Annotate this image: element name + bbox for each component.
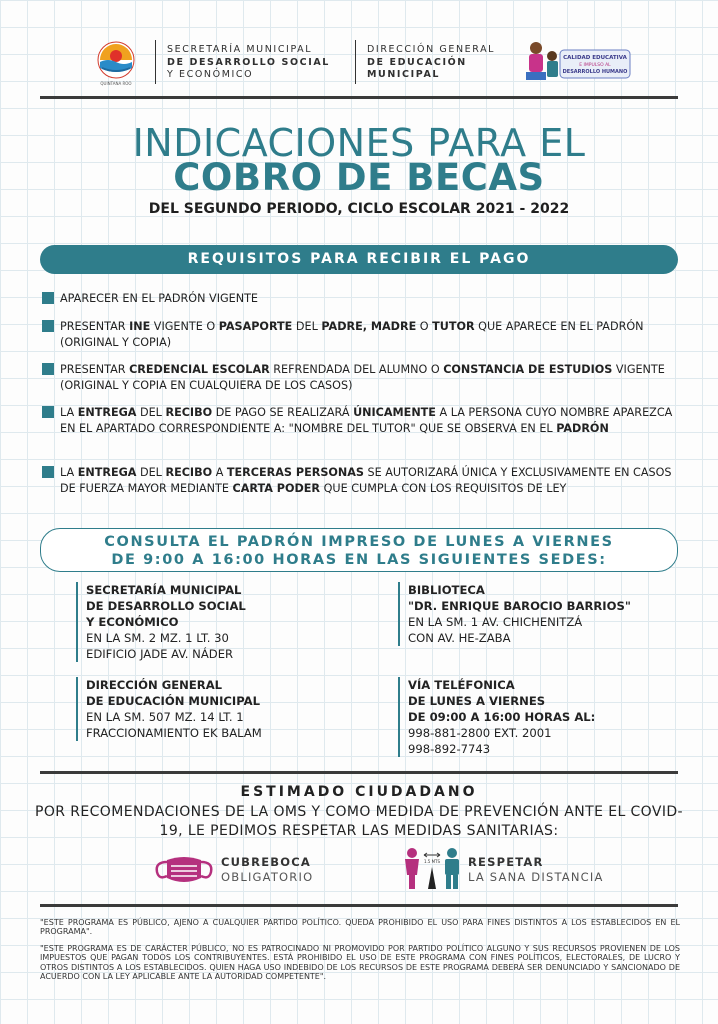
requirement-segment: CARTA PODER	[232, 482, 321, 495]
phone-number: 998-881-2800 EXT. 2001	[408, 726, 552, 740]
requirement-segment: DEL	[136, 466, 166, 479]
requirement-text	[60, 362, 686, 394]
footer-disclaimer-2: "ESTE PROGRAMA ES DE CARÁCTER PÚBLICO, NO ES PATROCINADO NI PROMOVIDO POR PARTIDO POLÍTICO ALGUNO Y SUS RECURSOS PROVIENEN DE LOS IMPUESTOS QUE PAGAN TODOS LOS CONTRIBUYENTES. ESTÁ PROHIBIDO EL USO DE ESTE PROGRAMA CON FINES POLÍTICOS, ELECTORALES, DE LUCRO Y OTROS DISTINTOS A LOS ESTABLECIDOS. QUIEN HAGA USO INDEBIDO DE LOS RECURSOS DE ESTE PROGRAMA DEBERÁ SER DENUNCIADO Y SANCIONADO DE ACUERDO CON LA LEY APLICABLE ANTE LA AUTORIDAD COMPETENTE".	[40, 944, 680, 982]
requirement-segment: PRESENTAR	[60, 363, 130, 376]
consulta-line1: CONSULTA EL PADRÓN IMPRESO DE LUNES A VIERNES	[104, 534, 614, 550]
requirement-segment: PADRÓN	[556, 422, 609, 435]
title-line1: INDICACIONES PARA EL	[132, 121, 586, 165]
requirement-segment: SE AUTORIZARÁ ÚNICA Y EXCLUSIVAMENTE EN CASOS DE FUERZA MAYOR MEDIANTE	[60, 466, 672, 495]
requirement-segment: PRESENTAR	[60, 320, 130, 333]
site-biblioteca: BIBLIOTECA "DR. ENRIQUE BAROCIO BARRIOS" EN LA SM. 1 AV. CHICHENITZÁ CON AV. HE-ZABA	[408, 582, 698, 646]
requirement-segment: LA	[60, 406, 78, 419]
requirement-segment: PADRE, MADRE	[321, 320, 417, 333]
phone-number: 998-892-7743	[408, 742, 491, 756]
subtitle: DEL SEGUNDO PERIODO, CICLO ESCOLAR 2021 - 2022	[148, 201, 570, 217]
requirement-segment: ENTREGA	[77, 406, 137, 419]
mask-label: CUBREBOCA OBLIGATORIO	[221, 855, 314, 884]
requirement-text	[60, 291, 686, 307]
footer-disclaimer-1: "ESTE PROGRAMA ES PÚBLICO, AJENO A CUALQUIER PARTIDO POLÍTICO. QUEDA PROHIBIDO EL USO PARA FINES DISTINTOS A LOS ESTABLECIDOS EN EL PROGRAMA".	[40, 918, 680, 937]
requirement-segment: TERCERAS PERSONAS	[226, 466, 364, 479]
header	[0, 30, 718, 90]
social-distance-icon	[400, 845, 464, 891]
requirements-banner: REQUISITOS PARA RECIBIR EL PAGO	[40, 245, 678, 274]
header-rule	[40, 96, 678, 99]
svg-text:E IMPULSO AL: E IMPULSO AL	[579, 63, 611, 68]
notice-title: ESTIMADO CIUDADANO	[240, 784, 478, 800]
header-divider	[155, 40, 156, 84]
requirement-segment: A LA PERSONA CUYO NOMBRE APAREZCA EN EL APARTADO CORRESPONDIENTE A: "NOMBRE DEL TUTOR" QUE SE OBSERVA EN EL	[60, 406, 673, 435]
requirement-segment: RECIBO	[165, 406, 213, 419]
notice-rule-bottom	[40, 904, 678, 907]
requirement-segment: TUTOR	[432, 320, 475, 333]
requirement-segment: VIGENTE (ORIGINAL Y COPIA EN CUALQUIERA DE LOS CASOS)	[60, 363, 665, 392]
distance-label: RESPETAR LA SANA DISTANCIA	[468, 855, 604, 884]
municipio-logo	[90, 38, 142, 88]
requirement-segment: ENTREGA	[77, 466, 137, 479]
consulta-line2: DE 9:00 A 16:00 HORAS EN LAS SIGUIENTES SEDES:	[111, 552, 607, 568]
site-secretaria: SECRETARÍA MUNICIPAL DE DESARROLLO SOCIAL Y ECONÓMICO EN LA SM. 2 MZ. 1 LT. 30 EDIFICIO JADE AV. NÁDER	[86, 582, 376, 662]
notice-rule-top	[40, 771, 678, 774]
bullet-square-icon	[42, 363, 54, 375]
requirement-segment: REFRENDADA DEL ALUMNO O	[269, 363, 444, 376]
bullet-square-icon	[42, 406, 54, 418]
requirement-segment: DE PAGO SE REALIZARÁ	[212, 406, 354, 419]
requirement-segment: LA	[60, 466, 78, 479]
title-line2: COBRO DE BECAS	[173, 156, 545, 199]
requirement-text	[60, 405, 686, 437]
site-direccion: DIRECCIÓN GENERAL DE EDUCACIÓN MUNICIPAL EN LA SM. 507 MZ. 14 LT. 1 FRACCIONAMIENTO EK BALAM	[86, 677, 376, 741]
requirement-segment: QUE CUMPLA CON LOS REQUISITOS DE LEY	[320, 482, 567, 495]
requirement-segment: O	[416, 320, 433, 333]
logo-text-bottom: QUINTANA ROO	[100, 81, 132, 86]
requirement-segment: ÚNICAMENTE	[353, 406, 436, 419]
direccion-name: DIRECCIÓN GENERAL DE EDUCACIÓN MUNICIPAL	[367, 44, 496, 80]
requirement-segment: PASAPORTE	[218, 320, 293, 333]
requirement-segment: INE	[129, 320, 151, 333]
svg-text:CALIDAD EDUCATIVA: CALIDAD EDUCATIVA	[563, 55, 627, 61]
bullet-square-icon	[42, 466, 54, 478]
requirement-segment: VIGENTE O	[150, 320, 219, 333]
consulta-pill	[40, 528, 678, 572]
header-divider	[355, 40, 356, 84]
requirement-segment: CONSTANCIA DE ESTUDIOS	[443, 363, 613, 376]
requirement-text	[60, 319, 686, 351]
requirement-segment: DEL	[136, 406, 166, 419]
bullet-square-icon	[42, 320, 54, 332]
bullet-square-icon	[42, 292, 54, 304]
secretaria-name: SECRETARÍA MUNICIPAL DE DESARROLLO SOCIAL Y ECONÓMICO	[167, 44, 330, 80]
requirement-segment: CREDENCIAL ESCOLAR	[129, 363, 270, 376]
requirement-segment: A	[212, 466, 227, 479]
requirement-segment: DEL	[292, 320, 322, 333]
mask-icon	[153, 852, 215, 888]
requirement-segment: RECIBO	[165, 466, 213, 479]
svg-text:1.5 MTS: 1.5 MTS	[423, 859, 441, 864]
svg-text:DESARROLLO HUMANO: DESARROLLO HUMANO	[562, 69, 628, 75]
notice-body: POR RECOMENDACIONES DE LA OMS Y COMO MEDIDA DE PREVENCIÓN ANTE EL COVID-19, LE PEDIMOS RESPETAR LAS MEDIDAS SANITARIAS:	[35, 804, 683, 839]
requirement-segment: APARECER EN EL PADRÓN VIGENTE	[60, 292, 259, 305]
requirement-segment: QUE APARECE EN EL PADRÓN (ORIGINAL Y COPIA)	[60, 320, 644, 349]
calidad-educativa-logo	[522, 32, 632, 88]
site-telefono: VÍA TELÉFONICA DE LUNES A VIERNES DE 09:00 A 16:00 HORAS AL: 998-881-2800 EXT. 2001 998-892-7743	[408, 677, 698, 757]
requirement-text	[60, 465, 686, 497]
